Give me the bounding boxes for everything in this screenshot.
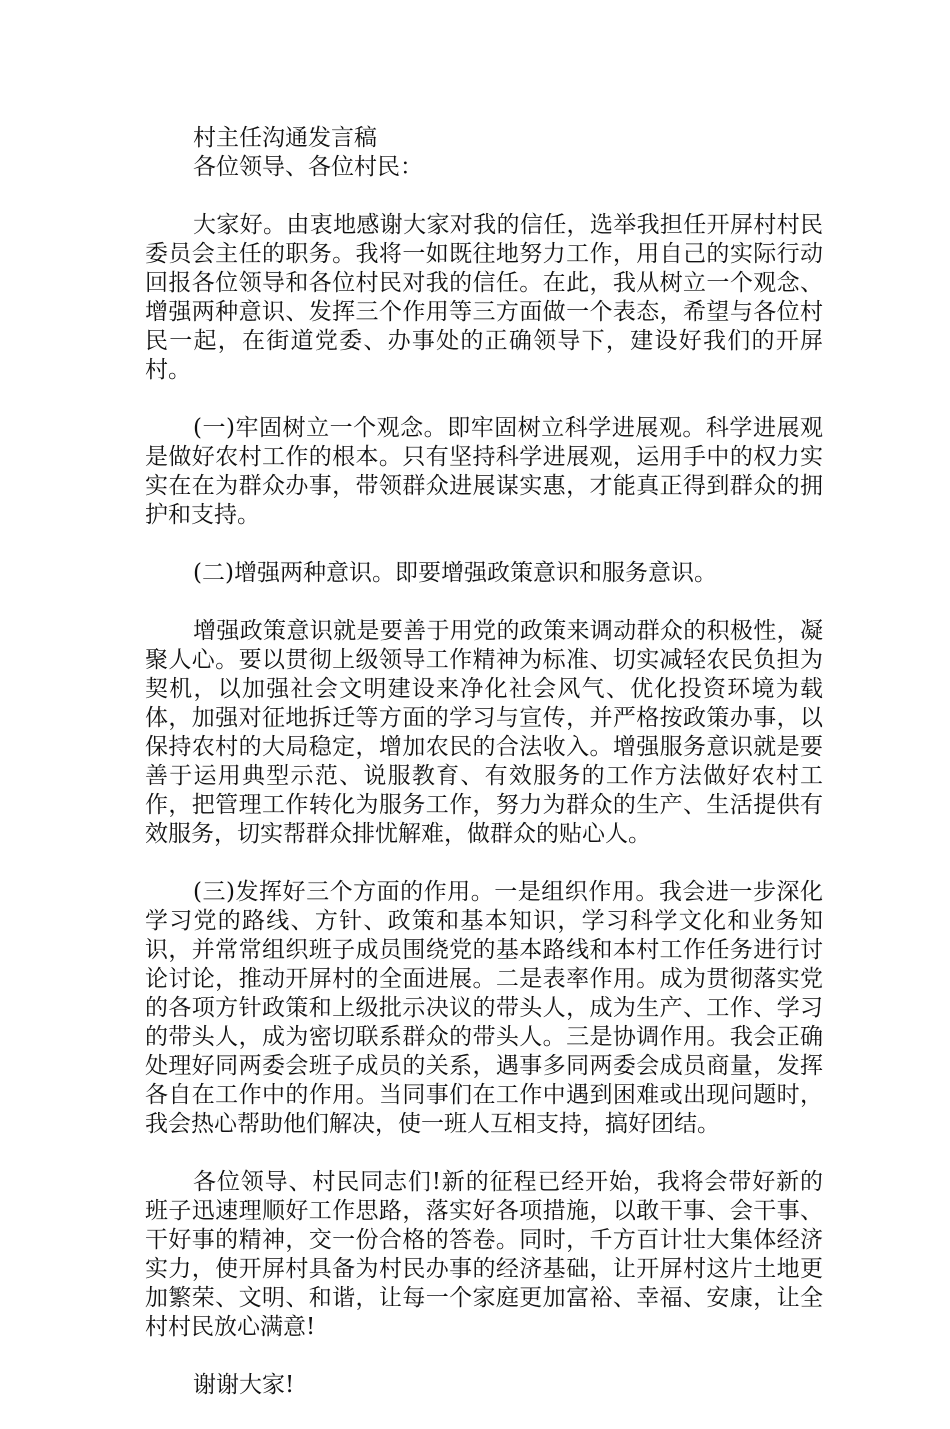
paragraph-section-2: (二)增强两种意识。即要增强政策意识和服务意识。 xyxy=(193,560,717,586)
paragraph-thanks: 谢谢大家! xyxy=(193,1372,295,1398)
heading-block xyxy=(145,124,823,182)
paragraph-section-1: (一)牢固树立一个观念。即牢固树立科学进展观。科学进展观是做好农村工作的根本。只有坚持科学进展观，运用手中的权力实实在在为群众办事，带领群众进展谋实惠，才能真正得到群众的拥护和支持。 xyxy=(145,415,823,528)
paragraph-section-2-detail: 增强政策意识就是要善于用党的政策来调动群众的积极性，凝聚人心。要以贯彻上级领导工作精神为标准、切实减轻农民负担为契机，以加强社会文明建设来净化社会风气、优化投资环境为载体，加强对征地拆迁等方面的学习与宣传，并严格按政策办事，以保持农村的大局稳定，增加农民的合法收入。增强服务意识就是要善于运用典型示范、说服教育、有效服务的工作方法做好农村工作，把管理工作转化为服务工作，努力为群众的生产、生活提供有效服务，切实帮群众排忧解难，做群众的贴心人。 xyxy=(145,618,823,847)
document-body xyxy=(145,124,823,1429)
document-title: 村主任沟通发言稿 xyxy=(193,125,377,151)
salutation: 各位领导、各位村民： xyxy=(193,154,423,180)
paragraph-closing: 各位领导、村民同志们!新的征程已经开始，我将会带好新的班子迅速理顺好工作思路，落实好各项措施，以敢干事、会干事、干好事的精神，交一份合格的答卷。同时，千方百计壮大集体经济实力，使开屏村具备为村民办事的经济基础，让开屏村这片土地更加繁荣、文明、和谐，让每一个家庭更加富裕、幸福、安康，让全村村民放心满意! xyxy=(145,1169,823,1340)
paragraph-intro: 大家好。由衷地感谢大家对我的信任，选举我担任开屏村村民委员会主任的职务。我将一如既往地努力工作，用自己的实际行动回报各位领导和各位村民对我的信任。在此，我从树立一个观念、增强两种意识、发挥三个作用等三方面做一个表态，希望与各位村民一起，在街道党委、办事处的正确领导下，建设好我们的开屏村。 xyxy=(145,212,823,383)
paragraph-section-3: (三)发挥好三个方面的作用。一是组织作用。我会进一步深化学习党的路线、方针、政策和基本知识，学习科学文化和业务知识，并常常组织班子成员围绕党的基本路线和本村工作任务进行讨论讨论，推动开屏村的全面进展。二是表率作用。成为贯彻落实党的各项方针政策和上级批示决议的带头人，成为生产、工作、学习的带头人，成为密切联系群众的带头人。三是协调作用。我会正确处理好同两委会班子成员的关系，遇事多同两委会成员商量，发挥各自在工作中的作用。当同事们在工作中遇到困难或出现问题时，我会热心帮助他们解决，使一班人互相支持，搞好团结。 xyxy=(145,879,823,1137)
